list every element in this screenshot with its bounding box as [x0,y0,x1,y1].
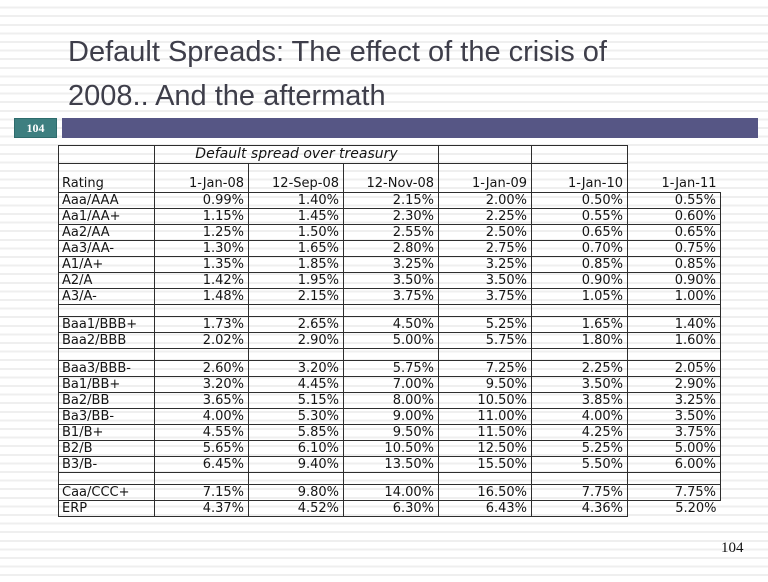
value-cell: 0.90% [532,273,628,289]
value-cell: 4.25% [532,425,628,441]
value-cell: 1.40% [628,317,721,333]
value-cell: 2.15% [344,193,439,209]
value-cell: 9.00% [344,409,439,425]
spanner-row [59,146,721,164]
value-cell: 13.50% [344,457,439,473]
blank-cell [344,305,439,317]
rating-cell: Aa2/AA [59,225,155,241]
value-cell: 1.60% [628,333,721,349]
blank-row [59,305,721,317]
table-row [59,457,721,473]
column-header-date: 12-Sep-08 [249,164,344,193]
slide-title-line1: Default Spreads: The effect of the crisis of [68,36,607,68]
value-cell: 2.02% [155,333,249,349]
rating-cell: Ba2/BB [59,393,155,409]
value-cell: 9.80% [249,485,344,501]
table-row [59,361,721,377]
table-row [59,289,721,305]
value-cell: 10.50% [344,441,439,457]
table-row [59,333,721,349]
value-cell: 3.50% [344,273,439,289]
value-cell: 2.55% [344,225,439,241]
rating-cell: Baa3/BBB- [59,361,155,377]
value-cell: 2.80% [344,241,439,257]
value-cell: 5.00% [344,333,439,349]
column-header-row [59,164,721,193]
blank-cell [155,473,249,485]
value-cell: 7.15% [155,485,249,501]
value-cell: 2.25% [439,209,532,225]
rating-cell: Aaa/AAA [59,193,155,209]
value-cell: 0.55% [532,209,628,225]
column-header-date: 1-Jan-11 [661,176,717,191]
value-cell: 4.55% [155,425,249,441]
blank-cell [249,473,344,485]
value-cell: 5.15% [249,393,344,409]
value-cell: 3.65% [155,393,249,409]
table-row [59,425,721,441]
value-cell: 0.50% [532,193,628,209]
empty-cell [59,146,155,164]
value-cell: 4.37% [155,501,249,517]
value-cell: 0.75% [628,241,721,257]
value-cell: 1.48% [155,289,249,305]
value-cell: 2.50% [439,225,532,241]
value-cell: 3.20% [249,361,344,377]
rating-cell: ERP [59,501,155,517]
value-cell: 3.75% [439,289,532,305]
table-row [59,225,721,241]
value-cell: 5.25% [532,441,628,457]
empty-cell [532,146,628,164]
value-cell: 1.65% [532,317,628,333]
value-cell: 3.50% [439,273,532,289]
value-cell: 2.90% [628,377,721,393]
blank-row [59,473,721,485]
value-cell: 1.00% [628,289,721,305]
value-cell: 14.00% [344,485,439,501]
table-body [59,193,721,517]
value-cell: 6.00% [628,457,721,473]
value-cell: 1.50% [249,225,344,241]
value-cell: 11.00% [439,409,532,425]
value-cell: 3.25% [439,257,532,273]
value-cell: 1.80% [532,333,628,349]
value-cell: 10.50% [439,393,532,409]
column-header-date: 1-Jan-10 [532,164,628,193]
rating-cell: Aa3/AA- [59,241,155,257]
blank-cell [628,473,721,485]
blank-cell [249,349,344,361]
empty-cell [439,146,532,164]
rating-cell: A2/A [59,273,155,289]
value-cell: 1.73% [155,317,249,333]
value-cell: 0.99% [155,193,249,209]
value-cell: 5.30% [249,409,344,425]
value-cell: 0.65% [532,225,628,241]
value-cell: 1.42% [155,273,249,289]
value-cell: 4.00% [155,409,249,425]
table-row [59,273,721,289]
slide-title-line2: 2008.. And the aftermath [68,80,386,112]
value-cell: 7.75% [628,485,721,501]
column-header-rating: Rating [59,164,155,193]
column-header-date: 1-Jan-08 [155,164,249,193]
blank-row [59,349,721,361]
rating-cell: Aa1/AA+ [59,209,155,225]
value-cell: 6.10% [249,441,344,457]
table-row [59,317,721,333]
value-cell: 5.65% [155,441,249,457]
table-row [59,409,721,425]
value-cell: 5.75% [439,333,532,349]
blank-cell [439,473,532,485]
value-cell: 5.00% [628,441,721,457]
value-cell: 0.85% [628,257,721,273]
value-cell: 0.65% [628,225,721,241]
value-cell: 9.50% [439,377,532,393]
value-cell: 3.25% [628,393,721,409]
value-cell: 7.00% [344,377,439,393]
slide-title [68,30,708,118]
table-row [59,193,721,209]
value-cell: 0.60% [628,209,721,225]
value-cell: 4.50% [344,317,439,333]
rating-cell: A3/A- [59,289,155,305]
value-cell: 1.25% [155,225,249,241]
column-header-date: 12-Nov-08 [344,164,439,193]
value-cell: 0.55% [628,193,721,209]
value-cell: 3.75% [628,425,721,441]
value-cell: 4.36% [532,501,628,517]
value-cell: 1.95% [249,273,344,289]
value-cell: 3.50% [532,377,628,393]
table-row [59,257,721,273]
spanner-cell: Default spread over treasury [155,146,439,164]
value-cell: 3.85% [532,393,628,409]
spreads-table [58,145,721,517]
value-cell: 9.40% [249,457,344,473]
value-cell: 1.35% [155,257,249,273]
table-row [59,485,721,501]
table-row [59,501,721,517]
value-cell: 5.20% [675,501,717,517]
value-cell: 5.85% [249,425,344,441]
blank-cell [344,473,439,485]
value-cell: 0.70% [532,241,628,257]
value-cell: 7.75% [532,485,628,501]
value-cell: 6.30% [344,501,439,517]
value-cell: 0.90% [628,273,721,289]
empty-cell [628,146,721,164]
value-cell: 3.75% [344,289,439,305]
rating-cell: Ba3/BB- [59,409,155,425]
table-row [59,377,721,393]
value-cell: 3.25% [344,257,439,273]
blank-cell [59,473,155,485]
rating-cell: A1/A+ [59,257,155,273]
rating-cell: Baa2/BBB [59,333,155,349]
value-cell: 9.50% [344,425,439,441]
blank-cell [59,305,155,317]
rating-cell: Caa/CCC+ [59,485,155,501]
rating-cell: Baa1/BBB+ [59,317,155,333]
value-cell: 2.65% [249,317,344,333]
value-cell: 0.85% [532,257,628,273]
value-cell: 2.30% [344,209,439,225]
value-cell: 4.45% [249,377,344,393]
value-cell: 5.75% [344,361,439,377]
column-header-date: 1-Jan-09 [439,164,532,193]
value-cell: 11.50% [439,425,532,441]
value-cell: 1.15% [155,209,249,225]
value-cell: 2.60% [155,361,249,377]
table-row [59,441,721,457]
blank-cell [439,305,532,317]
value-cell: 1.45% [249,209,344,225]
blank-cell [532,349,628,361]
value-cell: 5.25% [439,317,532,333]
rating-cell: B3/B- [59,457,155,473]
value-cell: 6.45% [155,457,249,473]
rating-cell: B2/B [59,441,155,457]
blank-cell [628,305,721,317]
value-cell: 1.05% [532,289,628,305]
value-cell: 15.50% [439,457,532,473]
blank-cell [344,349,439,361]
blank-cell [532,473,628,485]
blank-cell [628,349,721,361]
value-cell: 5.50% [532,457,628,473]
table-row [59,241,721,257]
value-cell: 16.50% [439,485,532,501]
table-head [59,146,721,193]
blank-cell [532,305,628,317]
value-cell: 4.00% [532,409,628,425]
blank-cell [439,349,532,361]
value-cell: 4.52% [249,501,344,517]
value-cell: 2.75% [439,241,532,257]
value-cell: 1.85% [249,257,344,273]
blank-cell [155,349,249,361]
blank-cell [59,349,155,361]
value-cell: 2.05% [628,361,721,377]
rating-cell: Ba1/BB+ [59,377,155,393]
value-cell: 8.00% [344,393,439,409]
slide-number-badge: 104 [14,118,57,138]
rating-cell: B1/B+ [59,425,155,441]
value-cell: 6.43% [439,501,532,517]
blank-cell [155,305,249,317]
value-cell: 1.65% [249,241,344,257]
value-cell: 2.25% [532,361,628,377]
table-row [59,393,721,409]
accent-bar [62,118,758,138]
page-number: 104 [721,540,744,556]
value-cell: 3.20% [155,377,249,393]
value-cell: 2.90% [249,333,344,349]
blank-cell [249,305,344,317]
table-row [59,209,721,225]
value-cell: 1.30% [155,241,249,257]
value-cell: 7.25% [439,361,532,377]
value-cell: 12.50% [439,441,532,457]
value-cell: 2.15% [249,289,344,305]
value-cell: 3.50% [628,409,721,425]
value-cell: 2.00% [439,193,532,209]
value-cell: 1.40% [249,193,344,209]
